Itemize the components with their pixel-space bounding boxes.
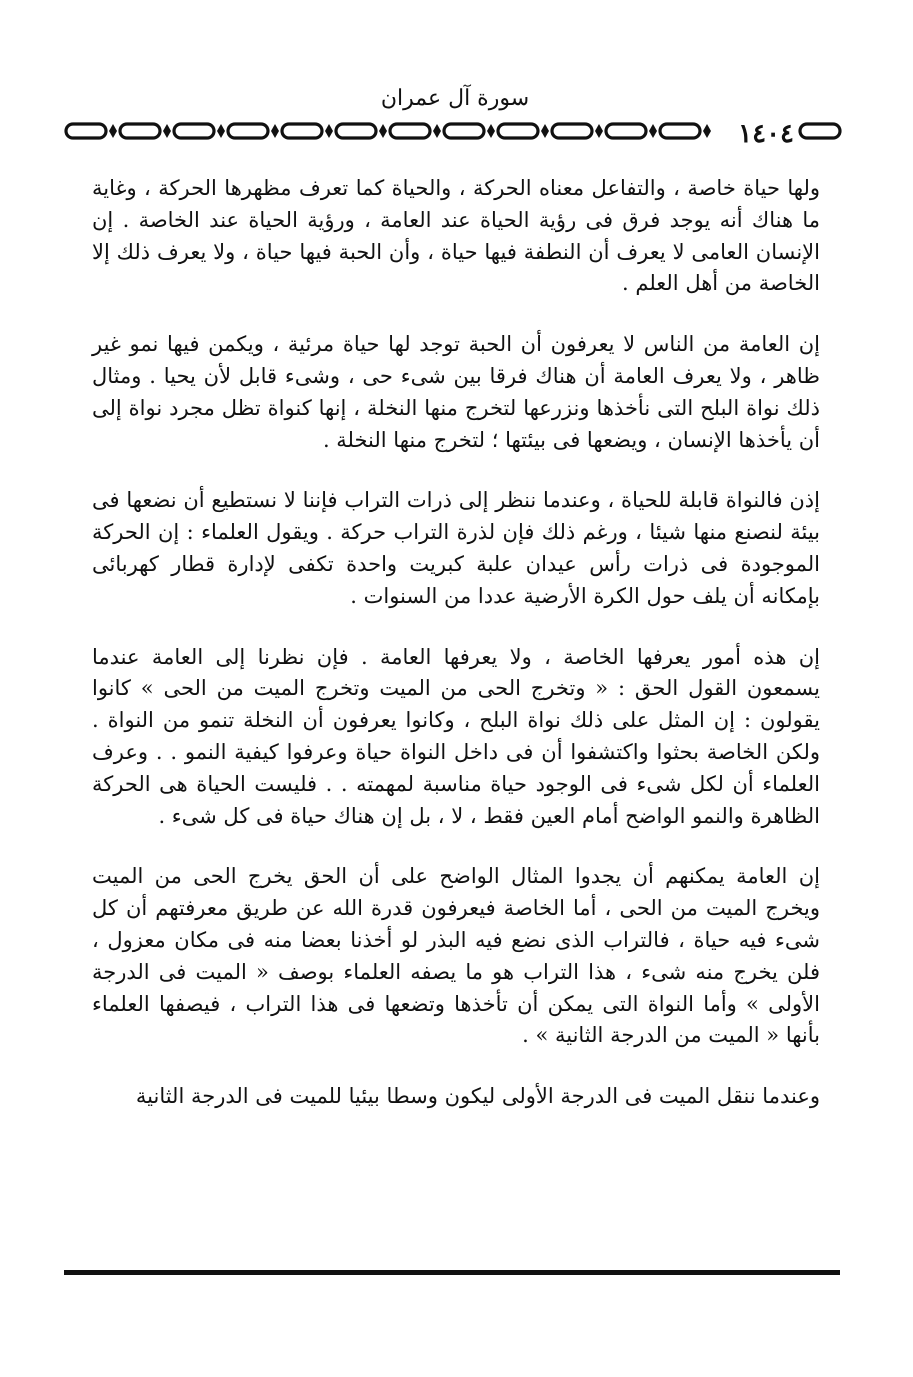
paragraph: إن العامة من الناس لا يعرفون أن الحبة توجد لها حياة مرئية ، ويكمن فيها نمو غير ظاهر ، ولا يعرف العامة أن هناك فرقا بين شىء حى ، وشىء قابل لأن يحيا . ومثال ذلك نواة البلح التى نأخذها ونزرعها لتخرج منها النخلة ، إنها كنواة تظل مجرد نواة إلى أن يأخذها الإنسان ، ويضعها فى بيئتها ؛ لتخرج منها النخلة .: [92, 332, 820, 452]
paragraph: ولها حياة خاصة ، والتفاعل معناه الحركة ، والحياة كما تعرف مظهرها الحركة ، وغاية ما هناك أنه يوجد فرق فى رؤية الحياة عند العامة ، ورؤية الحياة عند الخاصة . إن الإنسان العامى لا يعرف أن النطفة فيها حياة ، وأن الحبة فيها حياة ، ولا يعرف ذلك إلا الخاصة من أهل العلم .: [92, 176, 820, 296]
surah-title: سورة آل عمران: [380, 86, 530, 111]
body-text: [92, 173, 820, 1113]
paragraph: إذن فالنواة قابلة للحياة ، وعندما ننظر إلى ذرات التراب فإننا لا نستطيع أن نضعها فى بيئة لنصنع منها شيئا ، ورغم ذلك فإن لذرة التراب حركة . ويقول العلماء : إن الحركة الموجودة فى ذرات رأس عيدان علبة كبريت واحدة تكفى لإدارة قطار كهربائى بإمكانه أن يلف حول الكرة الأرضية عددا من السنوات .: [92, 488, 820, 608]
ornamental-chain-border: [60, 118, 850, 148]
footer-rule: [64, 1270, 840, 1275]
page-header: [60, 78, 850, 158]
paragraph: إن العامة يمكنهم أن يجدوا المثال الواضح على أن الحق يخرج الحى من الميت ويخرج الميت من الحى ، أما الخاصة فيعرفون قدرة الله عن طريق معرفتهم أن كل شىء فيه حياة ، فالتراب الذى نضع فيه البذر لو أخذنا بعضا منه فى مكان معزول ، فلن يخرج منه شىء ، هذا التراب هو ما يصفه العلماء بوصف « الميت فى الدرجة الأولى » وأما النواة التى يمكن أن تأخذها وتضعها فى هذا التراب ، فيصفها العلماء بأنها « الميت من الدرجة الثانية » .: [92, 864, 820, 1048]
paragraph: وعندما ننقل الميت فى الدرجة الأولى ليكون وسطا بيئيا للميت فى الدرجة الثانية: [135, 1084, 820, 1109]
paragraph: إن هذه أمور يعرفها الخاصة ، ولا يعرفها العامة . فإن نظرنا إلى العامة عندما يسمعون القول الحق : « وتخرج الحى من الميت وتخرج الميت من الحى » كانوا يقولون : إن المثل على ذلك نواة البلح ، وكانوا يعرفون أن النخلة تنمو من النواة . ولكن الخاصة بحثوا واكتشفوا أن فى داخل النواة حياة وعرفوا كيفية النمو . . وعرف العلماء أن لكل شىء فى الوجود حياة مناسبة لمهمته . . فليست الحياة هى الحركة الظاهرة والنمو الواضح أمام العين فقط ، لا ، بل إن هناك حياة فى كل شىء .: [92, 644, 820, 828]
page-number: ١٤٠٤: [734, 122, 798, 146]
